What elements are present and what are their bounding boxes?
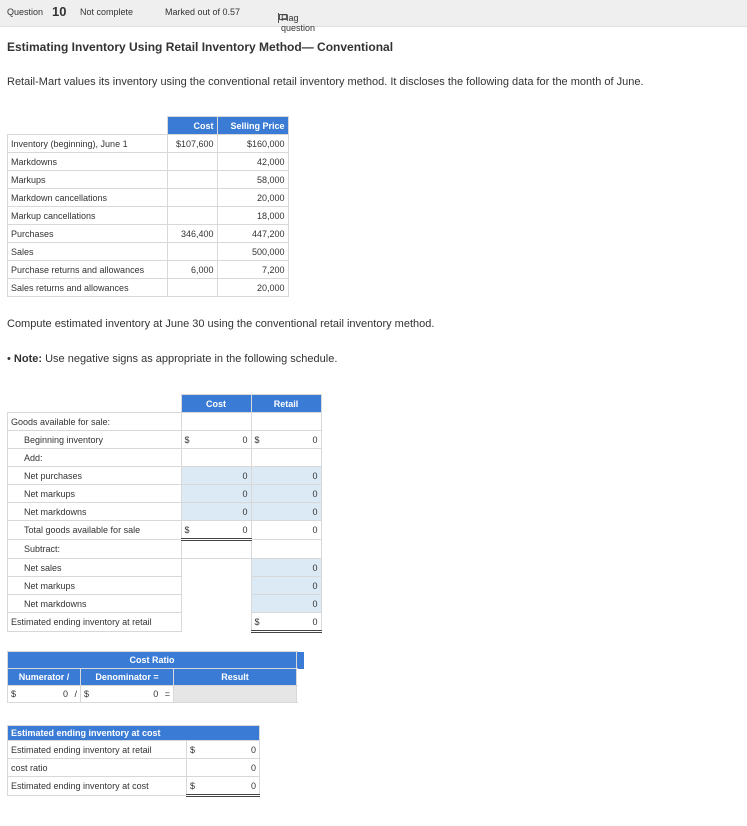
row-label: Sales returns and allowances — [8, 279, 168, 297]
numerator-label: Numerator — [18, 672, 65, 682]
flag-question-label: Flag question — [281, 13, 316, 33]
given-header-blank — [8, 117, 168, 135]
row-label: Markdowns — [8, 153, 168, 171]
row-label: Markups — [8, 171, 168, 189]
currency-symbol: $ — [251, 613, 266, 632]
row-price: 7,200 — [217, 261, 288, 279]
ending-retail-row-label: Estimated ending inventory at retail — [8, 741, 187, 759]
ratio-slash: / — [66, 672, 70, 682]
note-text — [7, 353, 337, 365]
page-title: Estimating Inventory Using Retail Inventory Method— Conventional — [7, 40, 394, 54]
net-purchases-cost-input[interactable]: 0 — [181, 467, 251, 485]
net-purchases-label: Net purchases — [8, 467, 182, 485]
table-row — [8, 189, 289, 207]
ending-retail-label: Estimated ending inventory at retail — [8, 613, 182, 632]
table-row — [8, 171, 289, 189]
table-row — [8, 559, 322, 577]
currency-symbol: $ — [8, 686, 23, 703]
row-label: Markup cancellations — [8, 207, 168, 225]
net-markups-subtract-label: Net markups — [8, 577, 182, 595]
row-price: 20,000 — [217, 189, 288, 207]
row-cost — [167, 171, 217, 189]
net-markups-retail-input[interactable]: 0 — [251, 485, 321, 503]
row-cost: $107,600 — [167, 135, 217, 153]
table-row — [8, 135, 289, 153]
table-row — [8, 279, 289, 297]
table-row — [8, 595, 322, 613]
cost-ratio-value-field[interactable]: 0 — [201, 759, 260, 777]
currency-symbol — [187, 759, 202, 777]
row-cost — [167, 279, 217, 297]
currency-symbol: $ — [181, 521, 196, 540]
ending-cost-title: Estimated ending inventory at cost — [8, 726, 260, 741]
table-row — [8, 613, 322, 632]
beginning-inventory-cost-field[interactable]: 0 — [196, 431, 251, 449]
row-label: Sales — [8, 243, 168, 261]
row-cost: 6,000 — [167, 261, 217, 279]
row-label: Markdown cancellations — [8, 189, 168, 207]
row-price: $160,000 — [217, 135, 288, 153]
numerator-value: 0 — [62, 689, 68, 699]
given-data-table — [7, 116, 289, 297]
given-header-price: Selling Price — [217, 117, 288, 135]
net-purchases-retail-input[interactable]: 0 — [251, 467, 321, 485]
ending-cost-row-label: Estimated ending inventory at cost — [8, 777, 187, 796]
beginning-inventory-label: Beginning inventory — [8, 431, 182, 449]
table-row — [8, 521, 322, 540]
currency-symbol: $ — [187, 777, 202, 796]
row-price: 500,000 — [217, 243, 288, 261]
currency-symbol: $ — [81, 686, 96, 703]
note-body: Use negative signs as appropriate in the following schedule. — [42, 353, 338, 365]
table-row — [8, 225, 289, 243]
question-info-bar — [0, 0, 747, 33]
beginning-inventory-retail-field[interactable]: 0 — [266, 431, 321, 449]
table-row — [8, 777, 260, 796]
table-row — [8, 431, 322, 449]
currency-symbol: $ — [181, 431, 196, 449]
row-label: Inventory (beginning), June 1 — [8, 135, 168, 153]
denominator-field[interactable] — [95, 686, 174, 703]
note-label: Note: — [13, 353, 43, 365]
net-markdowns-subtract-label: Net markdowns — [8, 595, 182, 613]
row-price: 58,000 — [217, 171, 288, 189]
ratio-eq-2: = — [164, 689, 170, 699]
table-row — [8, 449, 322, 467]
compute-instruction: Compute estimated inventory at June 30 using the conventional retail inventory method. — [7, 318, 435, 330]
subtract-label: Subtract: — [8, 540, 182, 559]
table-row — [8, 413, 322, 431]
table-row — [8, 759, 260, 777]
row-price: 447,200 — [217, 225, 288, 243]
row-price: 18,000 — [217, 207, 288, 225]
ending-retail-field[interactable]: 0 — [266, 613, 321, 632]
row-label: Purchase returns and allowances — [8, 261, 168, 279]
cost-ratio-row-label: cost ratio — [8, 759, 187, 777]
row-cost: 346,400 — [167, 225, 217, 243]
intro-text: Retail-Mart values its inventory using the conventional retail inventory method. It discloses the following data for the month of June. — [7, 76, 644, 88]
table-row — [8, 207, 289, 225]
total-goods-cost-field[interactable]: 0 — [196, 521, 251, 540]
denominator-label: Denominator — [95, 672, 151, 682]
row-label: Purchases — [8, 225, 168, 243]
schedule-table — [7, 394, 322, 633]
table-row — [8, 485, 322, 503]
net-markdowns-retail-input[interactable]: 0 — [251, 503, 321, 521]
total-goods-label: Total goods available for sale — [8, 521, 182, 540]
net-markdowns-subtract-retail-input[interactable]: 0 — [251, 595, 321, 613]
cost-ratio-table — [7, 651, 304, 703]
note-bullet: • — [7, 353, 11, 365]
row-price: 42,000 — [217, 153, 288, 171]
denominator-value: 0 — [153, 689, 159, 699]
row-cost — [167, 153, 217, 171]
total-goods-retail-field[interactable]: 0 — [251, 521, 321, 540]
table-row — [8, 741, 260, 759]
question-label: Question — [7, 7, 44, 17]
row-cost — [167, 189, 217, 207]
net-markdowns-label: Net markdowns — [8, 503, 182, 521]
table-row — [8, 153, 289, 171]
table-row — [8, 540, 322, 559]
add-label: Add: — [8, 449, 182, 467]
net-sales-label: Net sales — [8, 559, 182, 577]
ending-cost-table — [7, 725, 260, 797]
goods-label: Goods available for sale: — [8, 413, 182, 431]
question-number: 10 — [52, 4, 67, 19]
question-status: Not complete — [80, 7, 134, 17]
net-sales-retail-input[interactable]: 0 — [251, 559, 321, 577]
numerator-field[interactable] — [22, 686, 81, 703]
ratio-eq: = — [153, 672, 159, 682]
currency-symbol: $ — [251, 431, 266, 449]
row-price: 20,000 — [217, 279, 288, 297]
net-markdowns-cost-input[interactable]: 0 — [181, 503, 251, 521]
row-cost — [167, 207, 217, 225]
table-row — [8, 261, 289, 279]
table-row — [8, 243, 289, 261]
result-field[interactable] — [174, 686, 297, 703]
ending-retail-value-field[interactable]: 0 — [201, 741, 260, 759]
currency-symbol: $ — [187, 741, 202, 759]
schedule-header-cost: Cost — [181, 395, 251, 413]
row-cost — [167, 243, 217, 261]
schedule-header-retail: Retail — [251, 395, 321, 413]
table-row — [8, 467, 322, 485]
ending-cost-value-field[interactable]: 0 — [201, 777, 260, 796]
ratio-slash-2: / — [74, 689, 77, 699]
given-header-cost: Cost — [167, 117, 217, 135]
net-markups-cost-input[interactable]: 0 — [181, 485, 251, 503]
table-row — [8, 503, 322, 521]
cost-ratio-title: Cost Ratio — [8, 652, 297, 669]
net-markups-label: Net markups — [8, 485, 182, 503]
question-marks: Marked out of 0.57 — [165, 7, 241, 17]
table-row — [8, 577, 322, 595]
net-markups-subtract-retail-input[interactable]: 0 — [251, 577, 321, 595]
result-label: Result — [174, 669, 297, 686]
